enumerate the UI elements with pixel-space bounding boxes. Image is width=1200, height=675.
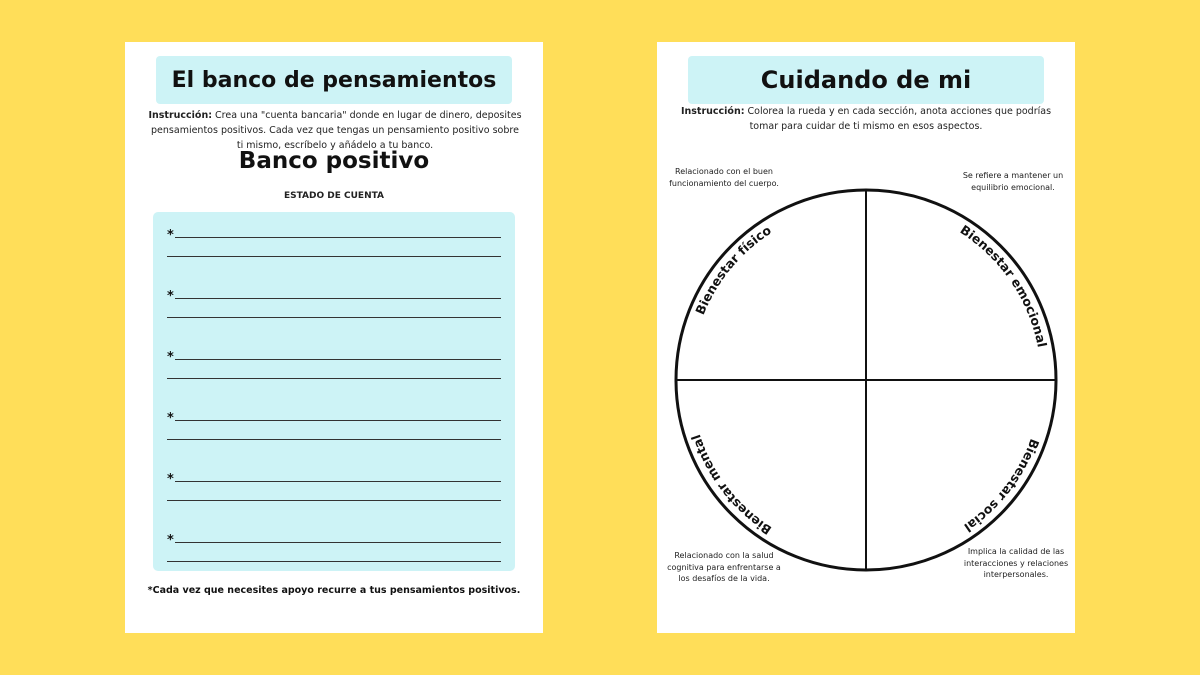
wellbeing-wheel — [657, 42, 1075, 633]
ledger-entry[interactable] — [167, 289, 501, 333]
note-social: Implica la calidad de las interacciones y relaciones interpersonales. — [963, 547, 1069, 579]
entry-bullet: * — [167, 533, 174, 548]
statement-label: ESTADO DE CUENTA — [283, 191, 385, 201]
write-line — [167, 256, 501, 257]
instruction-text: Crea una "cuenta bancaria" donde en lugar de dinero, deposites pensamientos positivos. Cada vez que tengas un pensamiento positivo sobre ti mismo, escríbelo y añádelo a tu banco. — [151, 110, 522, 151]
instruction-label: Instrucción: — [680, 106, 745, 117]
write-line — [175, 420, 501, 421]
write-line — [175, 481, 501, 482]
entry-bullet: * — [167, 472, 174, 487]
label-bienestar-emocional-text: Bienestar emocional — [957, 221, 1050, 349]
label-bienestar-social-text: Bienestar social — [961, 436, 1043, 536]
ledger-entry[interactable] — [167, 472, 501, 516]
worksheet-cuidando-de-mi — [657, 42, 1075, 633]
label-bienestar-mental-text: Bienestar mental — [688, 432, 775, 538]
worksheet-title: El banco de pensamientos — [156, 56, 512, 104]
instruction-label: Instrucción: — [148, 110, 213, 121]
note-physical: Relacionado con el buen funcionamiento del cuerpo. — [669, 167, 779, 188]
ledger-entry[interactable] — [167, 350, 501, 394]
note-emotional: Se refiere a mantener un equilibrio emocional. — [962, 171, 1064, 192]
positive-thoughts-ledger — [153, 212, 515, 571]
instruction-text: Colorea la rueda y en cada sección, anota acciones que podrías tomar para cuidar de ti mismo en esos aspectos. — [744, 106, 1052, 132]
write-line — [167, 317, 501, 318]
write-line — [175, 237, 501, 238]
instruction — [147, 108, 523, 153]
write-line — [175, 298, 501, 299]
write-line — [175, 542, 501, 543]
footnote: *Cada vez que necesites apoyo recurre a tus pensamientos positivos. — [147, 585, 521, 596]
entry-bullet: * — [167, 350, 174, 365]
ledger-entry[interactable] — [167, 228, 501, 272]
section-subtitle: Banco positivo — [238, 148, 430, 174]
entry-bullet: * — [167, 411, 174, 426]
entry-bullet: * — [167, 228, 174, 243]
write-line — [167, 378, 501, 379]
label-bienestar-fisico-text: Bienestar físico — [692, 222, 774, 317]
write-line — [175, 359, 501, 360]
write-line — [167, 439, 501, 440]
ledger-entry[interactable] — [167, 533, 501, 577]
entry-bullet: * — [167, 289, 174, 304]
worksheet-banco-de-pensamientos — [125, 42, 543, 633]
write-line — [167, 500, 501, 501]
note-mental: Relacionado con la salud cognitiva para enfrentarse a los desafíos de la vida. — [667, 551, 781, 583]
worksheet-title: Cuidando de mi — [688, 56, 1044, 104]
ledger-entry[interactable] — [167, 411, 501, 455]
write-line — [167, 561, 501, 562]
